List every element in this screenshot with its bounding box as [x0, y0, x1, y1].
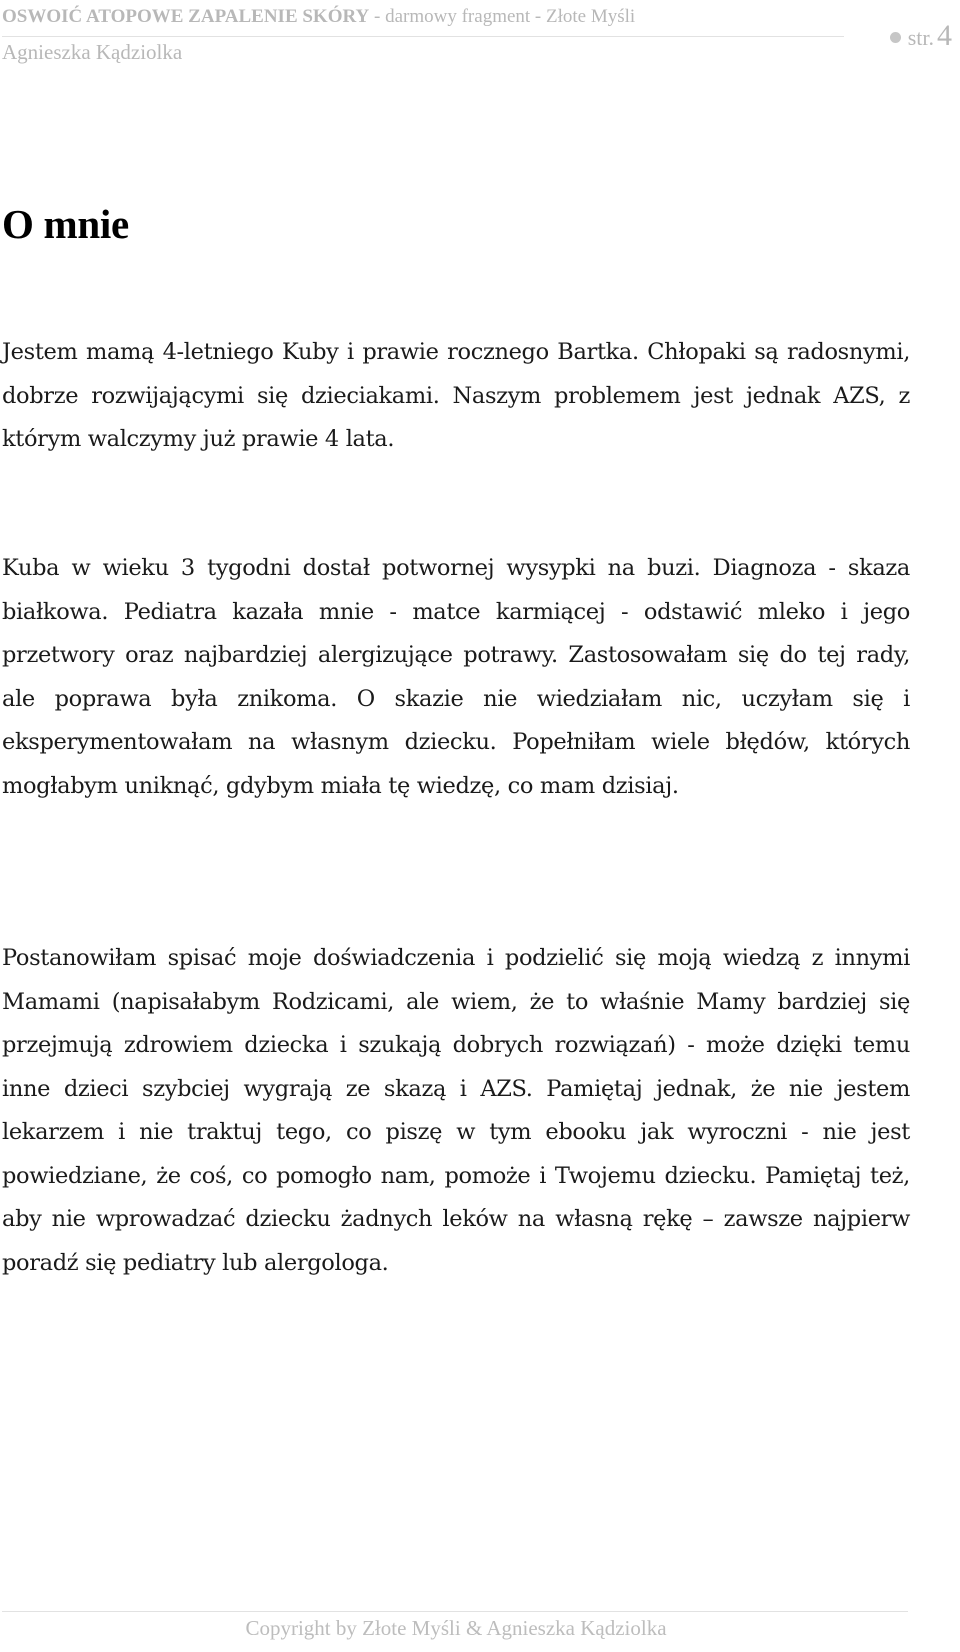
header-separator: -: [369, 6, 386, 27]
page-number-indicator: [890, 19, 952, 53]
body-paragraph: Jestem mamą 4-letniego Kuby i prawie rocznego Bartka. Chłopaki są radosnymi, dobrze rozwijającymi się dzieciakami. Naszym problemem jest jednak AZS, z którym walczymy już prawie 4 lata.: [2, 339, 910, 452]
bullet-icon: [890, 32, 901, 43]
running-header-author: Agnieszka Kądziolka: [2, 40, 183, 64]
body-paragraph: Postanowiłam spisać moje doświadczenia i podzielić się moją wiedzą z innymi Mamami (napisałabym Rodzicami, ale wiem, że to właśnie Mamy bardziej się przejmują zdrowiem dziecka i szukają dobrych rozwiązań) - może dzięki temu inne dzieci szybciej wygrają ze skazą i AZS. Pamiętaj jednak, że nie jestem lekarzem i nie traktuj tego, co piszę w tym ebooku jak wyroczni - nie jest powiedziane, że coś, co pomogło nam, pomoże i Twojemu dziecku. Pamiętaj też, aby nie wprowadzać dziecku żadnych leków na własną rękę – zawsze najpierw poradź się pediatry lub alergologa.: [2, 945, 910, 1276]
body-paragraph: Kuba w wieku 3 tygodni dostał potwornej wysypki na buzi. Diagnoza - skaza białkowa. Pediatra kazała mnie - matce karmiącej - odstawić mleko i jego przetwory oraz najbardziej alergizujące potrawy. Zastosowałam się do tej rady, ale poprawa była znikoma. O skazie nie wiedziałam nic, uczyłam się i eksperymentowałam na własnym dziecku. Popełniłam wiele błędów, których mogłabym uniknąć, gdybym miała tę wiedzę, co mam dzisiaj.: [2, 555, 910, 799]
page-number: 4: [937, 19, 952, 52]
book-subtitle: darmowy fragment - Złote Myśli: [385, 6, 636, 27]
page-label: str.: [907, 25, 934, 50]
footer-copyright: Copyright by Złote Myśli & Agnieszka Kądziolka: [245, 1616, 667, 1640]
section-title: O mnie: [2, 201, 129, 247]
header-divider: [2, 36, 844, 37]
footer-divider: [2, 1611, 908, 1612]
running-header-title: [2, 6, 635, 28]
book-title: OSWOIĆ ATOPOWE ZAPALENIE SKÓRY: [2, 6, 370, 27]
